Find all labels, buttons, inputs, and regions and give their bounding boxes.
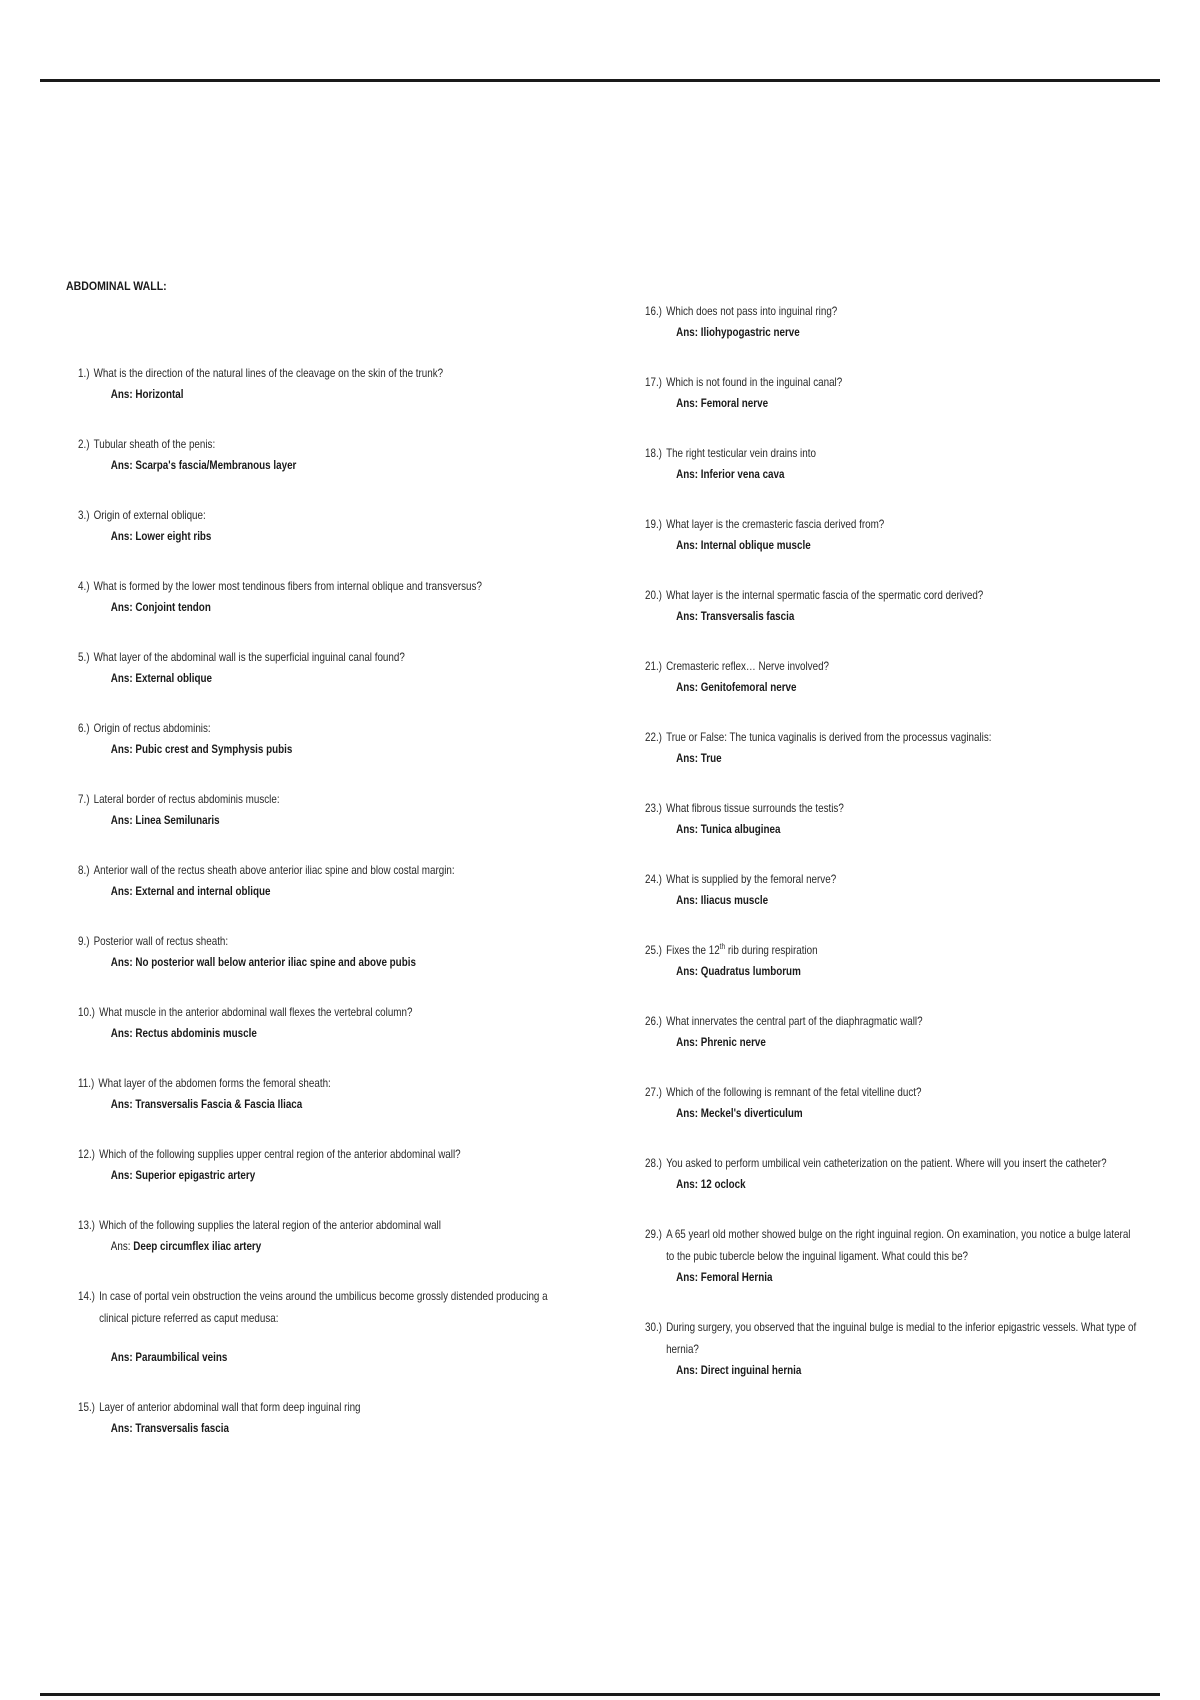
answer-text: Ans: Transversalis fascia — [676, 609, 795, 623]
answer-text: Ans: Genitofemoral nerve — [676, 680, 797, 694]
answer-text: Ans: True — [676, 751, 722, 765]
question-text: 27.) Which of the following is remnant of the fetal vitelline duct? — [645, 1085, 922, 1099]
answer-text: Ans: Inferior vena cava — [676, 467, 785, 481]
question-item — [645, 513, 1165, 555]
question-text: 3.) Origin of external oblique: — [78, 508, 206, 522]
question-text: 20.) What layer is the internal spermatic fascia of the spermatic cord derived? — [645, 588, 984, 602]
question-text: 29.) A 65 yearl old mother showed bulge on the right inguinal region. On examination, you notice a bulge lateral to the pubic tubercle below the inguinal ligament. What could this be? — [645, 1227, 1131, 1263]
answer-text: Ans: 12 oclock — [676, 1177, 746, 1191]
question-text: 18.) The right testicular vein drains into — [645, 446, 816, 460]
question-text: 15.) Layer of anterior abdominal wall that form deep inguinal ring — [78, 1400, 361, 1414]
question-text: 10.) What muscle in the anterior abdominal wall flexes the vertebral column? — [78, 1005, 413, 1019]
question-item — [78, 859, 598, 901]
answer-text: Ans: Internal oblique muscle — [676, 538, 811, 552]
question-item — [645, 1010, 1165, 1052]
question-item — [645, 1152, 1165, 1194]
left-column — [78, 362, 598, 1467]
question-item — [78, 1072, 598, 1114]
answer-text: Ans: Tunica albuginea — [676, 822, 781, 836]
question-item — [645, 584, 1165, 626]
question-text: 25.) Fixes the 12th rib during respiration — [645, 942, 818, 957]
question-item — [645, 939, 1165, 981]
question-text: 7.) Lateral border of rectus abdominis muscle: — [78, 792, 280, 806]
answer-text: Ans: Deep circumflex iliac artery — [110, 1239, 262, 1253]
answer-text: Ans: Iliohypogastric nerve — [676, 325, 800, 339]
question-item — [645, 1081, 1165, 1123]
right-column — [645, 300, 1165, 1409]
question-item — [78, 575, 598, 617]
question-item — [645, 371, 1165, 413]
question-item — [78, 362, 598, 404]
question-item — [645, 797, 1165, 839]
answer-text: Ans: Paraumbilical veins — [110, 1350, 228, 1364]
answer-text: Ans: Lower eight ribs — [110, 529, 212, 543]
answer-text: Ans: External oblique — [110, 671, 212, 685]
section-title: ABDOMINAL WALL: — [66, 279, 167, 293]
question-item — [645, 655, 1165, 697]
question-item — [78, 930, 598, 972]
question-text: 4.) What is formed by the lower most tendinous fibers from internal oblique and transversus? — [78, 579, 482, 593]
question-text: 26.) What innervates the central part of the diaphragmatic wall? — [645, 1014, 923, 1028]
question-item — [78, 504, 598, 546]
answer-text: Ans: Phrenic nerve — [676, 1035, 766, 1049]
question-text: 12.) Which of the following supplies upper central region of the anterior abdominal wall? — [78, 1147, 461, 1161]
answer-text: Ans: Superior epigastric artery — [110, 1168, 256, 1182]
question-text: 5.) What layer of the abdominal wall is the superficial inguinal canal found? — [78, 650, 405, 664]
question-text: 30.) During surgery, you observed that the inguinal bulge is medial to the inferior epigastric vessels. What type of hernia? — [645, 1320, 1137, 1356]
answer-text: Ans: Femoral nerve — [676, 396, 769, 410]
question-text: 19.) What layer is the cremasteric fascia derived from? — [645, 517, 885, 531]
answer-text: Ans: Direct inguinal hernia — [676, 1363, 802, 1377]
question-item — [645, 868, 1165, 910]
question-item — [645, 1223, 1165, 1287]
question-item — [645, 300, 1165, 342]
answer-text: Ans: Meckel's diverticulum — [676, 1106, 803, 1120]
header-rule — [40, 79, 1160, 82]
answer-text: Ans: Horizontal — [110, 387, 184, 401]
answer-text: Ans: Scarpa's fascia/Membranous layer — [110, 458, 297, 472]
answer-text: Ans: Conjoint tendon — [110, 600, 211, 614]
question-item — [78, 1396, 598, 1438]
question-text: 9.) Posterior wall of rectus sheath: — [78, 934, 229, 948]
answer-text: Ans: External and internal oblique — [110, 884, 271, 898]
question-text: 11.) What layer of the abdomen forms the femoral sheath: — [78, 1076, 331, 1090]
question-text: 14.) In case of portal vein obstruction the veins around the umbilicus become grossly distended producing a clinical picture referred as caput medusa: — [78, 1289, 548, 1325]
question-text: 21.) Cremasteric reflex… Nerve involved? — [645, 659, 830, 673]
question-item — [645, 726, 1165, 768]
question-item — [78, 1285, 598, 1367]
question-item — [78, 1001, 598, 1043]
question-text: 8.) Anterior wall of the rectus sheath above anterior iliac spine and blow costal margin: — [78, 863, 455, 877]
question-text: 13.) Which of the following supplies the lateral region of the anterior abdominal wall — [78, 1218, 441, 1232]
question-item — [78, 1214, 598, 1256]
question-item — [645, 1316, 1165, 1380]
question-text: 24.) What is supplied by the femoral nerve? — [645, 872, 837, 886]
answer-text: Ans: Femoral Hernia — [676, 1270, 773, 1284]
answer-text: Ans: Quadratus lumborum — [676, 964, 801, 978]
question-text: 23.) What fibrous tissue surrounds the testis? — [645, 801, 844, 815]
question-text: 16.) Which does not pass into inguinal ring? — [645, 304, 838, 318]
answer-text: Ans: Pubic crest and Symphysis pubis — [110, 742, 293, 756]
answer-text: Ans: Transversalis fascia — [110, 1421, 229, 1435]
question-text: 2.) Tubular sheath of the penis: — [78, 437, 216, 451]
question-item — [78, 1143, 598, 1185]
question-text: 28.) You asked to perform umbilical vein catheterization on the patient. Where will you insert the catheter? — [645, 1156, 1107, 1170]
question-item — [78, 788, 598, 830]
question-text: 6.) Origin of rectus abdominis: — [78, 721, 211, 735]
answer-text: Ans: Rectus abdominis muscle — [110, 1026, 257, 1040]
question-item — [78, 433, 598, 475]
question-item — [645, 442, 1165, 484]
answer-text: Ans: No posterior wall below anterior iliac spine and above pubis — [110, 955, 416, 969]
answer-text: Ans: Linea Semilunaris — [110, 813, 220, 827]
question-item — [78, 717, 598, 759]
question-text: 17.) Which is not found in the inguinal canal? — [645, 375, 843, 389]
footer-rule — [40, 1693, 1160, 1696]
question-text: 22.) True or False: The tunica vaginalis is derived from the processus vaginalis: — [645, 730, 992, 744]
question-item — [78, 646, 598, 688]
question-text: 1.) What is the direction of the natural lines of the cleavage on the skin of the trunk? — [78, 366, 444, 380]
answer-text: Ans: Transversalis Fascia & Fascia Iliaca — [110, 1097, 303, 1111]
answer-text: Ans: Iliacus muscle — [676, 893, 769, 907]
